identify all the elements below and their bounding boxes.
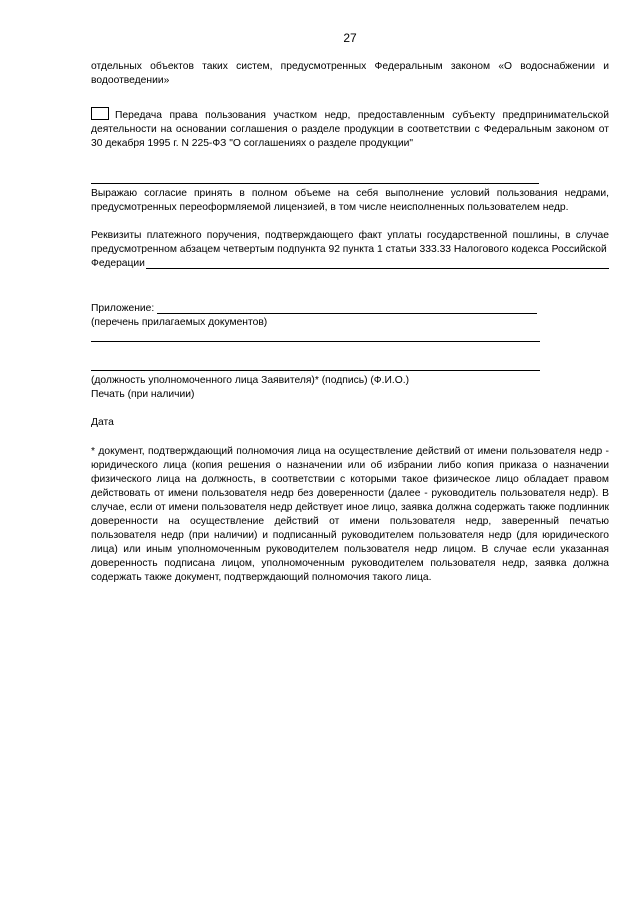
appendix-line-2[interactable] [91, 341, 540, 342]
appendix-label: Приложение: [91, 303, 155, 314]
payment-requisites [91, 229, 609, 271]
payment-requisites-field[interactable] [146, 268, 609, 269]
appendix-hint: (перечень прилагаемых документов) [91, 317, 268, 328]
footnote: * документ, подтверждающий полномочия лица на осуществление действий от имени пользователя недр - юридического лица (копия решения о назначении или об избрании либо копия приказа о назначении физического лица на должность, в соответствии с которыми такое физическое лицо обладает правом действовать от имени пользователя недр без доверенности (далее - руководитель пользователя недр). В случае, если от имени пользователя недр действует иное лицо, заявка должна содержать также подлинник доверенности на осуществление действий от имени пользователя недр, заверенный печатью пользователя недр (при наличии) и подписанный руководителем пользователя недр (для юридического лица) или иным уполномоченным руководителем пользователя недр лицом. В случае если указанная доверенность подписана лицом, уполномоченным руководителем пользователя недр, заявка должна содержать также документ, подтверждающий полномочия такого лица. [91, 446, 609, 583]
option-psa-transfer-text-wrap [91, 107, 609, 151]
appendix-section [91, 302, 609, 330]
option-psa-transfer-label: Передача права пользования участком недр, предоставленным субъекту предпринимательской деятельности на основании соглашения о разделе продукции в соответствии с Федеральным законом от 30 декабря 1995 г. N 225-ФЗ "О соглашениях о разделе продукции" [91, 110, 609, 149]
option-psa-transfer [91, 107, 609, 151]
date-label: Дата [91, 417, 114, 428]
paragraph-water-supply: отдельных объектов таких систем, предусмотренных Федеральным законом «О водоснабжении и водоотведении» [91, 61, 609, 86]
signature-block [91, 374, 609, 402]
option-checkbox[interactable] [91, 107, 109, 120]
federation-line [91, 257, 609, 271]
signature-field-line[interactable] [91, 370, 540, 371]
federation-label: Федерации [91, 258, 145, 269]
separator-line [91, 183, 539, 184]
appendix-field[interactable] [157, 313, 537, 314]
page-number: 27 [343, 31, 357, 45]
payment-requisites-text: Реквизиты платежного поручения, подтверждающего факт уплаты государственной пошлины, в случае предусмотренном абзацем четвертым подпункта 92 пункта 1 статьи 333.33 Налогового кодекса Российской [91, 230, 609, 255]
signature-caption: (должность уполномоченного лица Заявителя)* (подпись) (Ф.И.О.) [91, 375, 410, 386]
consent-statement: Выражаю согласие принять в полном объеме на себя выполнение условий пользования недрами, предусмотренных переоформляемой лицензией, в том числе неисполненных пользователем недр. [91, 188, 609, 213]
appendix-row [91, 302, 537, 316]
stamp-caption: Печать (при наличии) [91, 389, 195, 400]
